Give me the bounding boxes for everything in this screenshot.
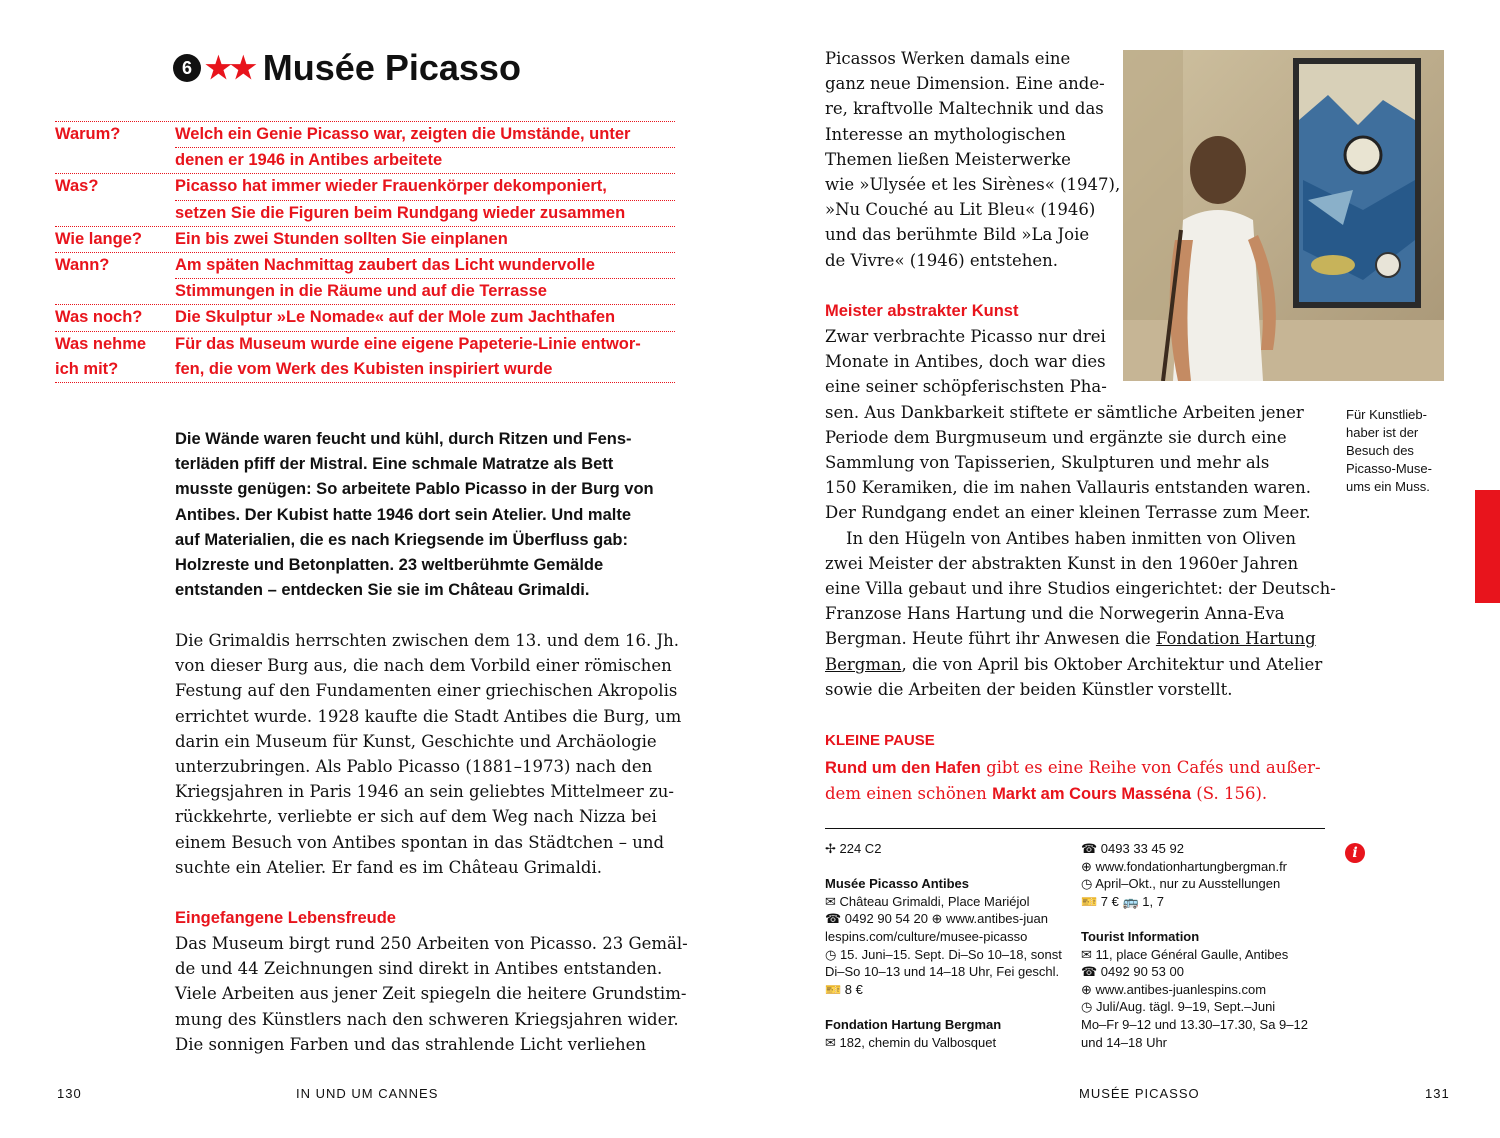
map-reference: ✢ 224 C2 (825, 841, 882, 856)
divider (825, 828, 1325, 829)
info-answer: Die Skulptur »Le Nomade« auf der Mole zum Jachthafen (175, 308, 616, 327)
info-question: Was noch? (55, 308, 143, 327)
info-question: Warum? (55, 125, 121, 143)
info-row (55, 226, 675, 252)
info-row (55, 173, 675, 225)
running-head-left: IN UND UM CANNES (296, 1086, 439, 1101)
info-row (55, 121, 675, 173)
subheading: Eingefangene Lebensfreude (175, 909, 396, 927)
pause-label: KLEINE PAUSE (825, 732, 935, 749)
info-answer: Für das Museum wurde eine eigene Papeterie-Linie entwor- fen, die vom Werk des Kubisten inspiriert wurde (175, 334, 641, 378)
museum-photo (1123, 50, 1444, 381)
body-paragraph: Die Grimaldis herrschten zwischen dem 13. und dem 16. Jh. von dieser Burg aus, die nach dem Vorbild einer römischen Festung auf den Fundamenten einer griechischen Akropolis errichtet wurde. 1928 kaufte die Stadt Antibes die Burg, um darin ein Museum für Kunst, Geschichte und Archäologie unterzubringen. Als Pablo Picasso (1881–1973) nach den Kriegsjahren in Paris 1946 an sein geliebtes Mittelmeer zu- rückkehrte, verliebte er sich auf dem Weg nach Nizza bei einem Besuch von Antibes spontan in das Städtchen – und suchte ein Atelier. Er fand es im Château Grimaldi. (175, 631, 682, 877)
info-answer: Welch ein Genie Picasso war, zeigten die Umstände, unter denen er 1946 in Antibes arbeitete (175, 122, 675, 173)
subheading: Meister abstrakter Kunst (825, 302, 1019, 320)
fondation-link[interactable]: Fondation Hartung (1155, 629, 1316, 649)
star-rating-icon: ★★ (205, 51, 255, 85)
body-paragraph: Picassos Werken damals eine ganz neue Dimension. Eine ande- re, kraftvolle Maltechnik und das Interesse an mythologischen Themen ließen Meisterwerke wie »Ulysée et les Sirènes« (1947), »Nu Couché au Lit Bleu« (1946) und das berühmte Bild »La Joie de Vivre« (1946) entstehen. (825, 49, 1121, 270)
info-icon: i (1345, 843, 1365, 863)
info-answer: Picasso hat immer wieder Frauenkörper dekomponiert, setzen Sie die Figuren beim Rundgang wieder zusammen (175, 174, 675, 225)
title-text: Musée Picasso (262, 47, 521, 88)
facts-left: ✢ 224 C2 Musée Picasso Antibes ✉ Château Grimaldi, Place Mariéjol ☎ 0492 90 54 20 ⊕ www.antibes-juan lespins.com/culture/musee-picasso ◷ 15. Juni–15. Sept. Di–So 10–18, sonst Di–So 10–13 und 14–18 Uhr, Fei geschl. 🎫 8 € Fondation Hartung Bergman ✉ 182, chemin du Valbosquet (825, 841, 1062, 1050)
chapter-tab-marker (1475, 490, 1500, 603)
page-number-left: 130 (57, 1086, 82, 1101)
info-row (55, 304, 675, 330)
pause-text: Rund um den Hafen gibt es eine Reihe von Cafés und außer- dem einen schönen Markt am Cours Masséna (S. 156). (825, 758, 1321, 804)
facts-right: ☎ 0493 33 45 92 ⊕ www.fondationhartungbergman.fr ◷ April–Okt., nur zu Ausstellungen 🎫 7 € 🚌 1, 7 Tourist Information ✉ 11, place Général Gaulle, Antibes ☎ 0492 90 53 00 ⊕ www.antibes-juanlespins.com ◷ Juli/Aug. tägl. 9–19, Sept.–Juni Mo–Fr 9–12 und 13.30–17.30, Sa 9–12 und 14–18 Uhr (1081, 841, 1308, 1050)
intro-paragraph: Die Wände waren feucht und kühl, durch Ritzen und Fens- terläden pfiff der Mistral. Eine schmale Matratze als Bett musste genügen: So arbeitete Pablo Picasso in der Burg von Antibes. Der Kubist hatte 1946 dort sein Atelier. Und malte auf Materialien, die es nach Kriegsende im Überfluss gab: Holzreste und Betonplatten. 23 weltberühmte Gemälde entstanden – entdecken Sie sie im Château Grimaldi. (175, 430, 654, 600)
page-title (173, 46, 521, 90)
fondation-link[interactable]: Bergman (825, 654, 902, 674)
info-row (55, 331, 675, 383)
page-number-right: 131 (1425, 1086, 1450, 1101)
info-answer: Ein bis zwei Stunden sollten Sie einplanen (175, 229, 508, 248)
body-paragraph: Das Museum birgt rund 250 Arbeiten von Picasso. 23 Gemäl- de und 44 Zeichnungen sind direkt in Antibes entstanden. Viele Arbeiten aus jener Zeit spiegeln die heitere Grundstim- mung des Künstlers nach den schweren Kriegsjahren wider. Die sonnigen Farben und das strahlende Licht verliehen (175, 934, 688, 1054)
info-question: Wie lange? (55, 229, 142, 248)
photo-caption: Für Kunstlieb- haber ist der Besuch des Picasso-Muse- ums ein Muss. (1346, 407, 1432, 494)
body-paragraph: Zwar verbrachte Picasso nur drei Monate in Antibes, doch war dies eine seiner schöpferischsten Pha- sen. Aus Dankbarkeit stiftete er sämtliche Arbeiten jener Periode dem Burgmuseum und ergänzte sie durch eine Sammlung von Tapisserien, Skulpturen und mehr als 150 Keramiken, die im nahen Vallauris entstanden waren. Der Rundgang endet an einer kleinen Terrasse zum Meer. In den Hügeln von Antibes haben inmitten von Oliven zwei Meister der abstrakten Kunst in den 1960er Jahren eine Villa gebaut und ihre Studios eingerichtet: der Deutsch- Franzose Hans Hartung und die Norwegerin Anna-Eva Bergman. Heute führt ihr Anwesen die Fondation Hartung Bergman, die von April bis Oktober Architektur und Atelier sowie die Arbeiten der beiden Künstler vorstellt. (825, 327, 1336, 699)
info-answer: Am späten Nachmittag zaubert das Licht wundervolle Stimmungen in die Räume und auf die Terrasse (175, 253, 675, 304)
running-head-right: MUSÉE PICASSO (1079, 1086, 1200, 1101)
info-question: Was nehme ich mit? (55, 334, 147, 378)
info-question: Wann? (55, 256, 110, 275)
sight-number-badge: 6 (173, 54, 201, 82)
info-table (55, 121, 675, 383)
info-row (55, 252, 675, 304)
info-question: Was? (55, 177, 99, 196)
